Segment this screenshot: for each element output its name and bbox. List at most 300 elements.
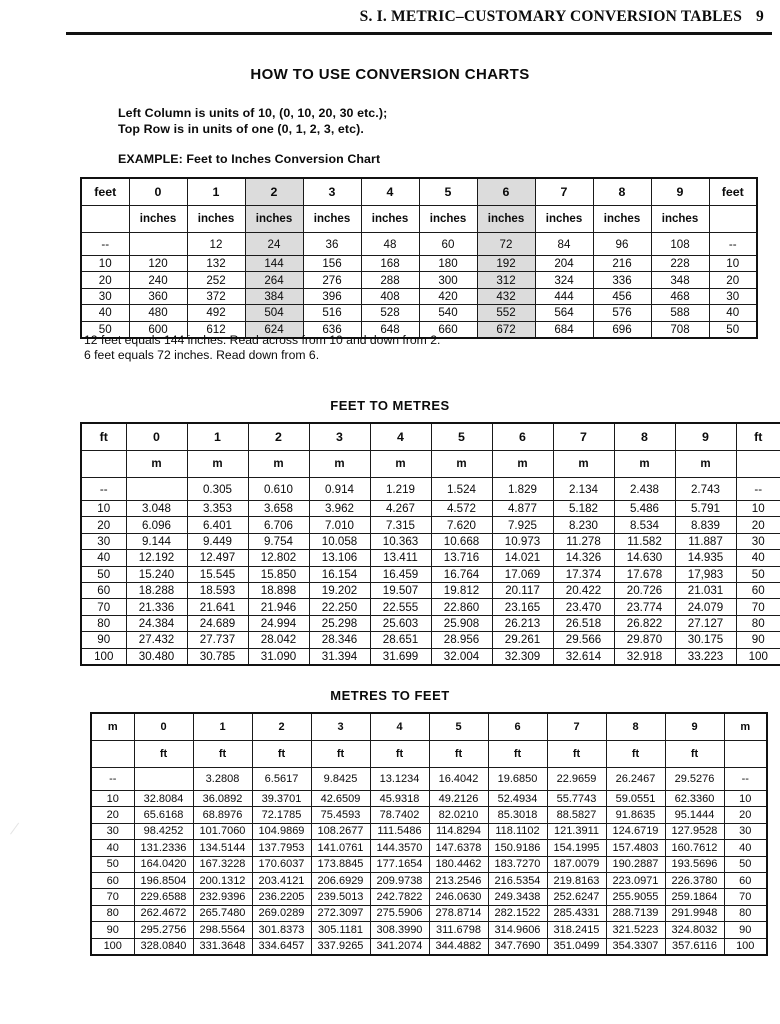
table-cell: 21.336: [126, 599, 187, 615]
table-cell: 31.699: [370, 648, 431, 665]
table-cell: 55.7743: [547, 791, 606, 807]
table-cell: 36.0892: [193, 791, 252, 807]
table-cell: 636: [303, 321, 361, 338]
table-cell: 17,983: [675, 566, 736, 582]
table-cell: 16.154: [309, 566, 370, 582]
table-header-row: [81, 178, 757, 206]
row-label-left: 90: [81, 632, 126, 648]
unit-label: inches: [651, 206, 709, 233]
column-header: 1: [187, 423, 248, 451]
column-header: 0: [134, 713, 193, 741]
table-cell: 408: [361, 288, 419, 304]
table-row: [81, 566, 780, 582]
table-row: [81, 533, 780, 549]
table-cell: 252: [187, 272, 245, 288]
table-cell: 10.668: [431, 533, 492, 549]
table-cell: 14.021: [492, 550, 553, 566]
row-label-right: 10: [736, 501, 780, 517]
table-cell: 432: [477, 288, 535, 304]
feet-to-inches-table: [80, 177, 758, 339]
table-cell: 30.785: [187, 648, 248, 665]
unit-label: ft: [311, 741, 370, 768]
table-cell: 91.8635: [606, 807, 665, 823]
table-cell: 108: [651, 233, 709, 256]
table-cell: 246.0630: [429, 889, 488, 905]
table-cell: 396: [303, 288, 361, 304]
table-cell: 696: [593, 321, 651, 338]
table-cell: 23.774: [614, 599, 675, 615]
table-cell: 18.593: [187, 582, 248, 598]
table-cell: 52.4934: [488, 791, 547, 807]
table-row: [91, 807, 767, 823]
row-label-left: 20: [81, 272, 129, 288]
table-cell: 15.240: [126, 566, 187, 582]
table-row: [81, 501, 780, 517]
table-row: [91, 791, 767, 807]
row-label-right: 50: [736, 566, 780, 582]
table-row: [91, 905, 767, 921]
table-cell: 288: [361, 272, 419, 288]
table-cell: 75.4593: [311, 807, 370, 823]
column-header: 5: [419, 178, 477, 206]
table-cell: 14.630: [614, 550, 675, 566]
table-cell: 8.839: [675, 517, 736, 533]
table-cell: 1.219: [370, 478, 431, 501]
table-cell: 190.2887: [606, 856, 665, 872]
table-cell: 24.689: [187, 615, 248, 631]
table-cell: 334.6457: [252, 938, 311, 955]
table-cell: 26.213: [492, 615, 553, 631]
row-label-right: 70: [724, 889, 767, 905]
table-cell: 177.1654: [370, 856, 429, 872]
table-cell: 95.1444: [665, 807, 724, 823]
table-row: [81, 517, 780, 533]
table-cell: 612: [187, 321, 245, 338]
unit-corner-right: [724, 741, 767, 768]
table-cell: 192: [477, 256, 535, 272]
table-cell: 42.6509: [311, 791, 370, 807]
table-cell: 321.5223: [606, 922, 665, 938]
table-cell: 10.058: [309, 533, 370, 549]
row-label-left: 100: [91, 938, 134, 955]
column-header: 6: [488, 713, 547, 741]
table-cell: 7.620: [431, 517, 492, 533]
table-cell: 13.716: [431, 550, 492, 566]
table-row: [81, 582, 780, 598]
table-cell: 1.829: [492, 478, 553, 501]
corner-label-left: m: [91, 713, 134, 741]
table-cell: 295.2756: [134, 922, 193, 938]
row-label-right: 10: [724, 791, 767, 807]
table-cell: 114.8294: [429, 823, 488, 839]
row-label-left: 70: [91, 889, 134, 905]
table-cell: 324: [535, 272, 593, 288]
table-cell: 16.4042: [429, 768, 488, 791]
row-label-right: 30: [724, 823, 767, 839]
instructions-block: [118, 106, 387, 137]
table-cell: 144.3570: [370, 840, 429, 856]
row-label-left: 30: [91, 823, 134, 839]
table-cell: 17.374: [553, 566, 614, 582]
table-cell: 337.9265: [311, 938, 370, 955]
column-header: 1: [187, 178, 245, 206]
unit-label: ft: [134, 741, 193, 768]
table-row: [81, 599, 780, 615]
row-label-left: 10: [91, 791, 134, 807]
table-cell: 28.651: [370, 632, 431, 648]
table-row: [91, 938, 767, 955]
table-cell: 552: [477, 305, 535, 321]
table-cell: 282.1522: [488, 905, 547, 921]
row-label-left: 50: [91, 856, 134, 872]
unit-corner-right: [709, 206, 757, 233]
table-cell: 39.3701: [252, 791, 311, 807]
running-head: [360, 8, 764, 26]
table-cell: 14.326: [553, 550, 614, 566]
unit-label: ft: [429, 741, 488, 768]
unit-label: m: [370, 451, 431, 478]
column-header: 0: [126, 423, 187, 451]
row-label-right: 100: [736, 648, 780, 665]
row-label-left: 20: [81, 517, 126, 533]
table-cell: 308.3990: [370, 922, 429, 938]
corner-label-left: feet: [81, 178, 129, 206]
feet-to-inches-table-container: [80, 177, 758, 339]
table-cell: 101.7060: [193, 823, 252, 839]
table-cell: 278.8714: [429, 905, 488, 921]
metres-to-feet-table: [90, 712, 768, 956]
metres-to-feet-title: METRES TO FEET: [330, 688, 450, 703]
table-cell: 600: [129, 321, 187, 338]
column-header: 4: [361, 178, 419, 206]
row-label-left: 40: [81, 305, 129, 321]
table-cell: 11.887: [675, 533, 736, 549]
table-cell: 18.898: [248, 582, 309, 598]
column-header: 8: [606, 713, 665, 741]
table-cell: 170.6037: [252, 856, 311, 872]
row-label-left: 50: [81, 321, 129, 338]
table-cell: 29.261: [492, 632, 553, 648]
table-cell: 272.3097: [311, 905, 370, 921]
table-cell: 298.5564: [193, 922, 252, 938]
table-cell: 24.994: [248, 615, 309, 631]
unit-label: m: [126, 451, 187, 478]
table-row: [91, 823, 767, 839]
table-row: [91, 768, 767, 791]
table-cell: 25.298: [309, 615, 370, 631]
table-cell: 19.507: [370, 582, 431, 598]
table-cell: 26.2467: [606, 768, 665, 791]
row-label-right: 90: [724, 922, 767, 938]
row-label-left: 30: [81, 533, 126, 549]
table-cell: 19.812: [431, 582, 492, 598]
table-cell: 347.7690: [488, 938, 547, 955]
table-cell: 168: [361, 256, 419, 272]
example-note-line-2: 6 feet equals 72 inches. Read down from 6.: [84, 348, 320, 362]
row-label-right: 30: [736, 533, 780, 549]
table-cell: 216.5354: [488, 872, 547, 888]
table-cell: 187.0079: [547, 856, 606, 872]
row-label-right: --: [736, 478, 780, 501]
table-cell: 492: [187, 305, 245, 321]
table-cell: 3.048: [126, 501, 187, 517]
table-cell: 157.4803: [606, 840, 665, 856]
unit-label: ft: [606, 741, 665, 768]
table-row: [81, 256, 757, 272]
table-cell: 20.726: [614, 582, 675, 598]
unit-corner-left: [81, 206, 129, 233]
unit-label: m: [187, 451, 248, 478]
row-label-right: 60: [724, 872, 767, 888]
column-header: 7: [553, 423, 614, 451]
table-cell: 7.925: [492, 517, 553, 533]
table-cell: 118.1102: [488, 823, 547, 839]
table-cell: 288.7139: [606, 905, 665, 921]
unit-label: ft: [665, 741, 724, 768]
table-cell: 213.2546: [429, 872, 488, 888]
table-cell: 2.134: [553, 478, 614, 501]
unit-corner-right: [736, 451, 780, 478]
table-unit-row: [81, 451, 780, 478]
table-cell: 516: [303, 305, 361, 321]
header-rule: [66, 32, 772, 35]
table-cell: 324.8032: [665, 922, 724, 938]
table-cell: 160.7612: [665, 840, 724, 856]
unit-label: m: [675, 451, 736, 478]
table-cell: 3.658: [248, 501, 309, 517]
table-cell: 6.401: [187, 517, 248, 533]
table-header-row: [91, 713, 767, 741]
column-header: 9: [665, 713, 724, 741]
column-header: 7: [547, 713, 606, 741]
table-cell: 305.1181: [311, 922, 370, 938]
table-cell: 24.384: [126, 615, 187, 631]
column-header: 9: [675, 423, 736, 451]
table-cell: 216: [593, 256, 651, 272]
column-header: 5: [431, 423, 492, 451]
table-cell: 11.582: [614, 533, 675, 549]
table-cell: 354.3307: [606, 938, 665, 955]
row-label-right: 50: [724, 856, 767, 872]
table-cell: 121.3911: [547, 823, 606, 839]
table-cell: 19.6850: [488, 768, 547, 791]
corner-label-right: m: [724, 713, 767, 741]
feet-to-metres-table-container: [80, 422, 780, 666]
table-cell: [129, 233, 187, 256]
column-header: 0: [129, 178, 187, 206]
table-cell: 78.7402: [370, 807, 429, 823]
row-label-left: 10: [81, 501, 126, 517]
table-cell: 344.4882: [429, 938, 488, 955]
table-cell: 2.438: [614, 478, 675, 501]
table-cell: 269.0289: [252, 905, 311, 921]
instruction-line-1: Left Column is units of 10, (0, 10, 20, 30 etc.);: [118, 106, 388, 120]
row-label-right: 80: [736, 615, 780, 631]
table-cell: 5.486: [614, 501, 675, 517]
table-cell: 351.0499: [547, 938, 606, 955]
unit-label: inches: [361, 206, 419, 233]
table-cell: 9.144: [126, 533, 187, 549]
table-cell: 68.8976: [193, 807, 252, 823]
table-row: [81, 615, 780, 631]
table-cell: 49.2126: [429, 791, 488, 807]
table-row: [81, 550, 780, 566]
table-cell: 16.764: [431, 566, 492, 582]
table-cell: 7.315: [370, 517, 431, 533]
table-cell: 228: [651, 256, 709, 272]
table-cell: 23.470: [553, 599, 614, 615]
table-cell: 264: [245, 272, 303, 288]
table-cell: 0.305: [187, 478, 248, 501]
table-cell: 141.0761: [311, 840, 370, 856]
table-cell: 31.394: [309, 648, 370, 665]
row-label-right: 30: [709, 288, 757, 304]
table-cell: 196.8504: [134, 872, 193, 888]
table-cell: 180.4462: [429, 856, 488, 872]
table-row: [91, 856, 767, 872]
unit-label: inches: [593, 206, 651, 233]
table-cell: 236.2205: [252, 889, 311, 905]
table-cell: 13.411: [370, 550, 431, 566]
table-cell: 132: [187, 256, 245, 272]
table-cell: 144: [245, 256, 303, 272]
table-cell: 4.267: [370, 501, 431, 517]
table-cell: [126, 478, 187, 501]
table-cell: 60: [419, 233, 477, 256]
table-cell: 21.946: [248, 599, 309, 615]
table-cell: 127.9528: [665, 823, 724, 839]
table-cell: 708: [651, 321, 709, 338]
running-head-text: S. I. METRIC–CUSTOMARY CONVERSION TABLES: [359, 8, 743, 25]
table-cell: 203.4121: [252, 872, 311, 888]
row-label-left: 70: [81, 599, 126, 615]
unit-label: inches: [303, 206, 361, 233]
table-row: [91, 872, 767, 888]
table-row: [81, 632, 780, 648]
table-cell: 22.9659: [547, 768, 606, 791]
table-cell: 156: [303, 256, 361, 272]
table-cell: 29.870: [614, 632, 675, 648]
table-cell: 1.524: [431, 478, 492, 501]
column-header: 8: [614, 423, 675, 451]
unit-label: m: [553, 451, 614, 478]
table-cell: 24: [245, 233, 303, 256]
unit-label: inches: [535, 206, 593, 233]
unit-corner-left: [81, 451, 126, 478]
unit-label: ft: [252, 741, 311, 768]
table-cell: 32.614: [553, 648, 614, 665]
column-header: 2: [252, 713, 311, 741]
feet-to-metres-table: [80, 422, 780, 666]
row-label-left: 60: [91, 872, 134, 888]
table-cell: 17.069: [492, 566, 553, 582]
column-header: 7: [535, 178, 593, 206]
page-number: 9: [756, 8, 764, 25]
table-cell: 32.8084: [134, 791, 193, 807]
table-cell: 588: [651, 305, 709, 321]
unit-label: ft: [193, 741, 252, 768]
table-cell: 6.5617: [252, 768, 311, 791]
instruction-line-2: Top Row is in units of one (0, 1, 2, 3, etc).: [118, 121, 364, 136]
table-cell: 331.3648: [193, 938, 252, 955]
table-cell: 98.4252: [134, 823, 193, 839]
feet-to-metres-title: FEET TO METRES: [330, 398, 450, 413]
table-cell: 3.2808: [193, 768, 252, 791]
table-cell: 36: [303, 233, 361, 256]
table-cell: 28.346: [309, 632, 370, 648]
table-cell: 108.2677: [311, 823, 370, 839]
table-cell: 72: [477, 233, 535, 256]
row-label-right: --: [709, 233, 757, 256]
table-cell: 564: [535, 305, 593, 321]
table-cell: 22.860: [431, 599, 492, 615]
table-cell: 9.449: [187, 533, 248, 549]
table-cell: 672: [477, 321, 535, 338]
table-cell: 13.106: [309, 550, 370, 566]
table-cell: 4.877: [492, 501, 553, 517]
unit-label: inches: [419, 206, 477, 233]
row-label-left: 90: [91, 922, 134, 938]
table-cell: 32.309: [492, 648, 553, 665]
unit-label: inches: [129, 206, 187, 233]
row-label-left: 50: [81, 566, 126, 582]
table-cell: 468: [651, 288, 709, 304]
table-cell: 9.754: [248, 533, 309, 549]
table-cell: 4.572: [431, 501, 492, 517]
table-cell: 540: [419, 305, 477, 321]
column-header: 2: [248, 423, 309, 451]
table-cell: 252.6247: [547, 889, 606, 905]
row-label-left: 40: [81, 550, 126, 566]
row-label-right: 10: [709, 256, 757, 272]
row-label-right: 40: [724, 840, 767, 856]
corner-label-left: ft: [81, 423, 126, 451]
table-cell: 204: [535, 256, 593, 272]
unit-label: inches: [245, 206, 303, 233]
table-cell: 336: [593, 272, 651, 288]
table-cell: 131.2336: [134, 840, 193, 856]
table-cell: 291.9948: [665, 905, 724, 921]
table-cell: 12.497: [187, 550, 248, 566]
table-cell: 0.610: [248, 478, 309, 501]
table-cell: 72.1785: [252, 807, 311, 823]
table-cell: 22.250: [309, 599, 370, 615]
column-header: 3: [311, 713, 370, 741]
table-cell: 242.7822: [370, 889, 429, 905]
row-label-right: 90: [736, 632, 780, 648]
table-cell: 134.5144: [193, 840, 252, 856]
table-cell: 456: [593, 288, 651, 304]
row-label-left: 30: [81, 288, 129, 304]
table-cell: 180: [419, 256, 477, 272]
table-cell: 229.6588: [134, 889, 193, 905]
table-cell: 147.6378: [429, 840, 488, 856]
page-title: HOW TO USE CONVERSION CHARTS: [250, 66, 530, 83]
column-header: 4: [370, 423, 431, 451]
table-row: [81, 272, 757, 288]
table-cell: 17.678: [614, 566, 675, 582]
table-cell: 528: [361, 305, 419, 321]
table-row: [91, 889, 767, 905]
table-cell: 328.0840: [134, 938, 193, 955]
row-label-left: 60: [81, 582, 126, 598]
table-cell: 13.1234: [370, 768, 429, 791]
column-header: 9: [651, 178, 709, 206]
table-row: [81, 305, 757, 321]
row-label-right: --: [724, 768, 767, 791]
table-cell: 124.6719: [606, 823, 665, 839]
table-cell: 120: [129, 256, 187, 272]
